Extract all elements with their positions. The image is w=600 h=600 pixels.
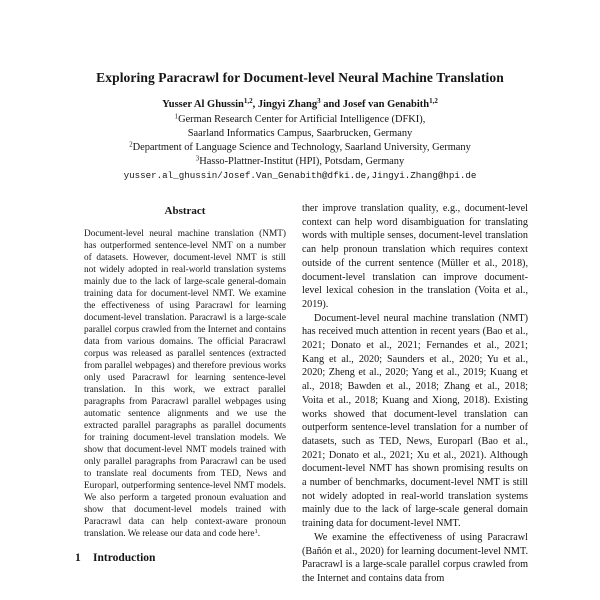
email-line: yusser.al_ghussin/Josef.Van_Genabith@dfki.de,Jingyi.Zhang@hpi.de [123,170,477,181]
affiliation-line [0,127,600,141]
author-line [0,98,600,111]
affiliation-line [0,113,600,127]
author-name: Yusser Al Ghussin [162,99,244,110]
affiliation-text: Department of Language Science and Technology, Saarland University, Germany [132,142,471,153]
body-paragraph: Document-level neural machine translation (NMT) has received much attention in recent years (Bao et al., 2021; Donato et al., 2021; Fernandes et al., 2021; Kang et al., 2020; Saunders et al., 2020; Yu et al., 2020; Zheng et al., 2020; Yang et al., 2019; Kuang et al., 2018; Bawden et al., 2018; Zhang et al., 2018; Voita et al., 2018; Kuang and Xiong, 2018). Existing works showed that document-level translation can outperform sentence-level translation for a number of datasets, such as TED, News, Europarl (Bao et al., 2021; Donato et al., 2021; Xu et al., 2021). Although document-level NMT has shown promising results on a number of benchmarks, document-level NMT is still not widely adopted in real-world translation systems mainly due to the lack of large-scale general domain training data for document-level NMT. [302,312,528,530]
author [343,99,438,110]
author-affiliation-marker: 3 [317,97,321,105]
two-column-body [75,197,528,586]
author-name: Jingyi Zhang [257,99,318,110]
abstract-body-end: . [257,529,261,539]
affiliations [0,113,600,169]
abstract-section [84,205,286,540]
abstract-text [84,228,286,540]
section-heading-introduction [75,551,286,565]
footnote-marker: 1 [254,528,258,535]
affiliation-line [0,155,600,169]
body-paragraph: ther improve translation quality, e.g., document-level context can help word disambiguation for translating words with multiple senses, document-level translation can help pronoun translation which requires context outside of the current sentence (Müller et al., 2018), document-level translation can improve document-level lexical cohesion in the translation (Voita et al., 2019). [302,203,528,310]
abstract-body: Document-level neural machine translation (NMT) has outperformed sentence-level NMT on a number of datasets. However, document-level NMT is still not widely adopted in real-world translation systems mainly due to the lack of large-scale general-domain training data for document-level NMT. We examine the effectiveness of using Paracrawl for learning document-level translation. Paracrawl is a large-scale parallel corpus crawled from the Internet and contains data from various domains. The official Paracrawl corpus was released as parallel sentences (extracted from parallel webpages) and therefore previous works only used Paracrawl for learning sentence-level translation. In this work, we extract parallel paragraphs from Paracrawl parallel webpages using automatic sentence alignments and we use the extracted parallel paragraphs as parallel documents for training document-level translation models. We show that document-level NMT models trained with only parallel paragraphs from Paracrawl can be used to translate real documents from TED, News and Europarl, outperforming sentence-level NMT models. We also perform a targeted pronoun evaluation and show that document-level models trained with Paracrawl data can help context-aware pronoun translation. We release our data and code here [84,229,286,539]
author-affiliation-marker: 1,2 [429,97,438,105]
author-name: Josef van Genabith [342,99,430,110]
affiliation-text: Hasso-Plattner-Institut (HPI), Potsdam, Germany [199,156,405,167]
author-affiliation-marker: 1,2 [243,97,253,105]
author-separator: and [320,99,343,110]
body-paragraph: We examine the effectiveness of using Paracrawl (Bañón et al., 2020) for learning document-level NMT. Paracrawl is a large-scale parallel corpus crawled from the Internet and contains data from [302,531,528,584]
author [162,99,258,110]
author [258,99,343,110]
left-column [75,197,286,586]
affiliation-marker: 1 [174,113,179,121]
abstract-heading: Abstract [164,205,206,217]
paper-title: Exploring Paracrawl for Document-level Neural Machine Translation [96,70,504,85]
author-separator: , [252,99,258,110]
right-column [302,197,528,586]
affiliation-marker: 3 [195,155,200,163]
section-title: Introduction [93,552,156,564]
affiliation-marker: 2 [129,141,133,149]
section-number: 1 [75,552,81,564]
affiliation-line [0,141,600,155]
affiliation-text: Saarland Informatics Campus, Saarbrucken, Germany [187,128,413,139]
affiliation-text: German Research Center for Artificial Intelligence (DFKI), [178,114,426,125]
